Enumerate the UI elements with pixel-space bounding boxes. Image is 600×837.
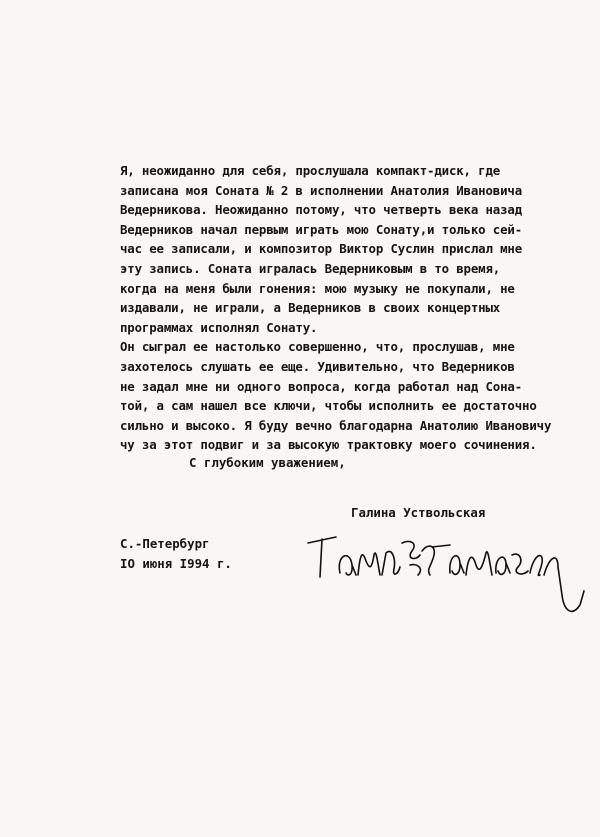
letter-closing: С глубоким уважением, xyxy=(189,455,346,470)
letter-line: программах исполнял Сонату. xyxy=(120,319,318,335)
letter-line: Я, неожиданно для себя, прослушала компакт-диск, где xyxy=(120,163,501,178)
letter-line: захотелось слушать ее еще. Удивительно, что Ведерников xyxy=(120,358,515,374)
letter-place: С.-Петербург xyxy=(120,536,210,551)
letter-line: Он сыграл ее настолько совершенно, что, прослушав, мне xyxy=(120,339,515,355)
letter-line: издавали, не играли, а Ведерников в своих концертных xyxy=(120,300,501,316)
letter-line: записана моя Соната № 2 в исполнении Анатолия Ивановича xyxy=(120,182,523,198)
letter-date: IO июня I994 г. xyxy=(120,556,232,571)
letter-body xyxy=(120,161,590,455)
letter-line: не задал мне ни одного вопроса, когда работал над Сона- xyxy=(120,378,523,394)
letter-line: Ведерникова. Неожиданно потому, что четверть века назад xyxy=(120,202,523,218)
letter-line: той, а сам нашел все ключи, чтобы исполнить ее достаточно xyxy=(120,398,537,414)
letter-line: эту запись. Соната игралась Ведерниковым в то время, xyxy=(120,260,501,276)
letter-line: час ее записали, и композитор Виктор Суслин прислал мне xyxy=(120,241,523,257)
letter-line: сильно и высоко. Я буду вечно благодарна Анатолию Ивановичу xyxy=(120,417,552,433)
handwritten-signature xyxy=(300,525,590,625)
letter-line: Ведерников начал первым играть мою Сонату,и только сей- xyxy=(120,221,523,237)
letter-line: чу за этот подвиг и за высокую трактовку моего сочинения. xyxy=(120,437,537,453)
letter-line: когда на меня были гонения: мою музыку не покупали, не xyxy=(120,280,515,296)
author-name: Галина Уствольская xyxy=(351,505,486,520)
